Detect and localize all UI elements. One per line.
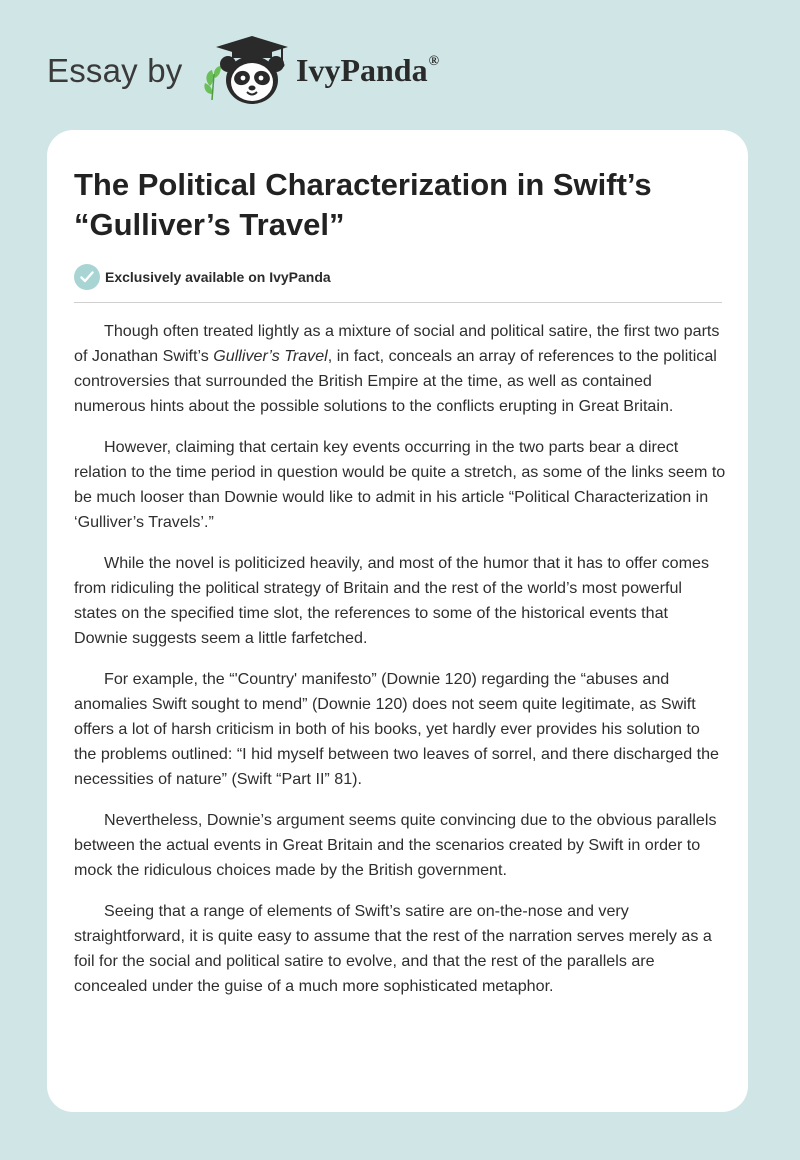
essay-card — [47, 130, 748, 1112]
essay-body — [74, 319, 726, 1015]
panda-logo-icon[interactable] — [202, 34, 292, 108]
essay-title: The Political Characterization in Swift’s “Gulliver’s Travel” — [74, 167, 652, 242]
site-header — [47, 30, 507, 110]
essay-by-label: Essay by — [47, 52, 183, 89]
paragraph: However, claiming that certain key events occurring in the two parts bear a direct relation to the time period in question would be quite a stretch, as some of the links seem to be much looser than Downie would like to admit in his article “Political Characterization in ‘Gulliver’s Travels’.” — [74, 438, 726, 531]
check-icon — [74, 264, 100, 290]
badge-text: Exclusively available on IvyPanda — [105, 269, 331, 285]
brand-name[interactable]: IvyPanda® — [296, 52, 440, 88]
paragraph: For example, the “'Country' manifesto” (Downie 120) regarding the “abuses and anomalies Swift sought to mend” (Downie 120) does not seem quite legitimate, as Swift offers a lot of harsh criticism in both of his books, yet hardly ever provides his solution to the problems outlined: “I hid myself between two leaves of sorrel, and there discharged the necessities of nature” (Swift “Part II” 81). — [74, 670, 719, 788]
paragraph: While the novel is politicized heavily, and most of the humor that it has to offer comes from ridiculing the political strategy of Britain and the rest of the world’s most powerful states on the specified time slot, the references to some of the historical events that Downie suggests seem a little farfetched. — [74, 554, 710, 647]
paragraph: Nevertheless, Downie’s argument seems quite convincing due to the obvious parallels between the actual events in Great Britain and the scenarios created by Swift in order to mock the ridiculous choices made by the British government. — [74, 811, 717, 879]
paragraph: Though often treated lightly as a mixture of social and political satire, the first two parts of Jonathan Swift’s Gulliver’s Travel, in fact, conceals an array of references to the political controversies that surrounded the British Empire at the time, as well as contained numerous hints about the possible solutions to the conflicts erupting in Great Britain. — [74, 322, 720, 415]
paragraph: Seeing that a range of elements of Swift’s satire are on-the-nose and very straightforward, it is quite easy to assume that the rest of the narration serves merely as a foil for the social and political satire to evolve, and that the rest of the parallels are concealed under the guise of a much more sophisticated metaphor. — [74, 902, 712, 995]
divider — [74, 302, 722, 303]
